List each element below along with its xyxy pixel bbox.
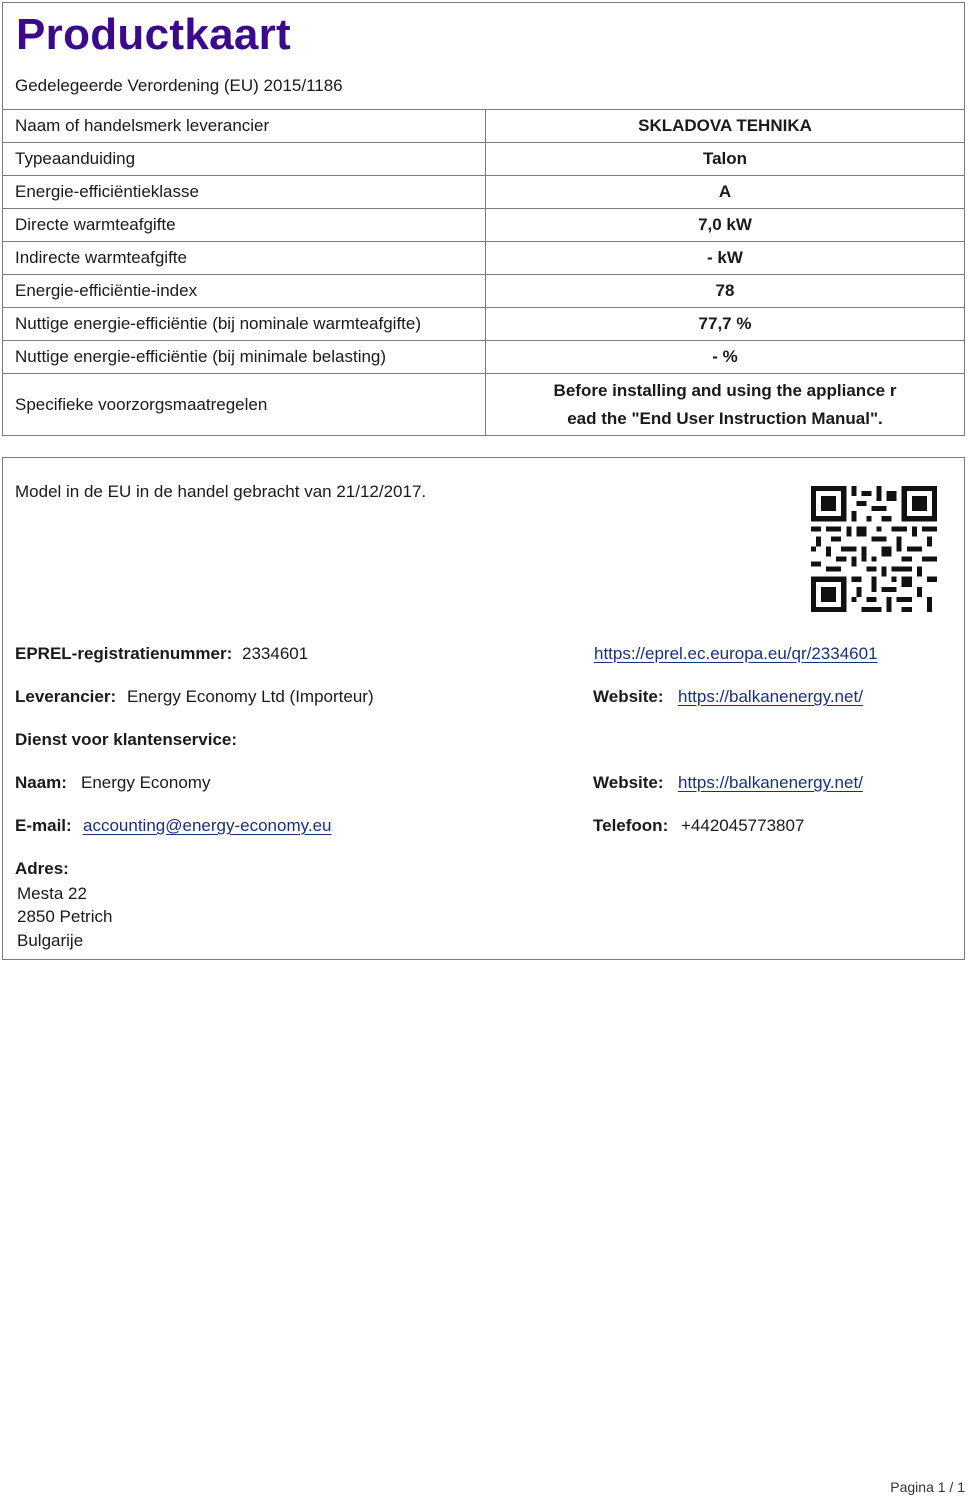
page-title: Productkaart — [16, 10, 292, 59]
precaution-line-2: ead the "End User Instruction Manual". — [567, 408, 883, 428]
row-value: - kW — [486, 242, 965, 275]
row-label: Nuttige energie-efficiëntie (bij minimale belasting) — [3, 341, 486, 374]
row-value: Talon — [486, 143, 965, 176]
row-value: A — [486, 176, 965, 209]
row-label: Naam of handelsmerk leverancier — [3, 110, 486, 143]
table-row — [3, 176, 965, 209]
address-line: Mesta 22 — [17, 884, 87, 903]
address-line: 2850 Petrich — [17, 907, 113, 926]
eprel-number: 2334601 — [242, 644, 309, 663]
row-label: Nuttige energie-efficiëntie (bij nominale warmteafgifte) — [3, 308, 486, 341]
regulation-subtitle: Gedelegeerde Verordening (EU) 2015/1186 — [15, 76, 343, 95]
address-label: Adres: — [15, 859, 69, 878]
row-value: 77,7 % — [486, 308, 965, 341]
supplier-info-section — [2, 457, 965, 960]
name-value: Energy Economy — [81, 773, 211, 792]
row-value: 7,0 kW — [486, 209, 965, 242]
precaution-line-1: Before installing and using the appliance r — [553, 380, 897, 400]
email-label: E-mail: — [15, 816, 72, 835]
eprel-link[interactable]: https://eprel.ec.europa.eu/qr/2334601 — [594, 644, 878, 663]
row-label: Typeaanduiding — [3, 143, 486, 176]
name-label: Naam: — [15, 773, 67, 792]
table-row — [3, 143, 965, 176]
supplier-label: Leverancier: — [15, 687, 117, 706]
table-row — [3, 209, 965, 242]
product-card-section — [2, 2, 965, 436]
service-website-link[interactable]: https://balkanenergy.net/ — [678, 773, 863, 792]
row-value: SKLADOVA TEHNIKA — [486, 110, 965, 143]
table-row — [3, 374, 965, 436]
table-row — [3, 275, 965, 308]
eprel-label: EPREL-registratienummer: — [15, 644, 233, 663]
email-link[interactable]: accounting@energy-economy.eu — [83, 816, 332, 835]
table-row — [3, 110, 965, 143]
row-value — [486, 374, 965, 436]
row-label: Indirecte warmteafgifte — [3, 242, 486, 275]
table-row — [3, 308, 965, 341]
model-date-text: Model in de EU in de handel gebracht van 21/12/2017. — [15, 482, 427, 501]
spec-table — [2, 109, 965, 436]
service-heading: Dienst voor klantenservice: — [15, 730, 238, 749]
row-label: Energie-efficiëntieklasse — [3, 176, 486, 209]
supplier-website-link[interactable]: https://balkanenergy.net/ — [678, 687, 863, 706]
page-number: Pagina 1 / 1 — [890, 1479, 965, 1495]
supplier-value: Energy Economy Ltd (Importeur) — [127, 687, 374, 706]
address-line: Bulgarije — [17, 931, 84, 950]
phone-label: Telefoon: — [593, 816, 669, 835]
service-website-label: Website: — [593, 773, 664, 792]
table-row — [3, 341, 965, 374]
table-row — [3, 242, 965, 275]
website-label: Website: — [593, 687, 664, 706]
row-label: Energie-efficiëntie-index — [3, 275, 486, 308]
phone-value: +442045773807 — [681, 816, 805, 835]
row-value: 78 — [486, 275, 965, 308]
qr-code-icon[interactable] — [811, 486, 937, 612]
row-label: Specifieke voorzorgsmaatregelen — [3, 374, 486, 436]
row-value: - % — [486, 341, 965, 374]
row-label: Directe warmteafgifte — [3, 209, 486, 242]
